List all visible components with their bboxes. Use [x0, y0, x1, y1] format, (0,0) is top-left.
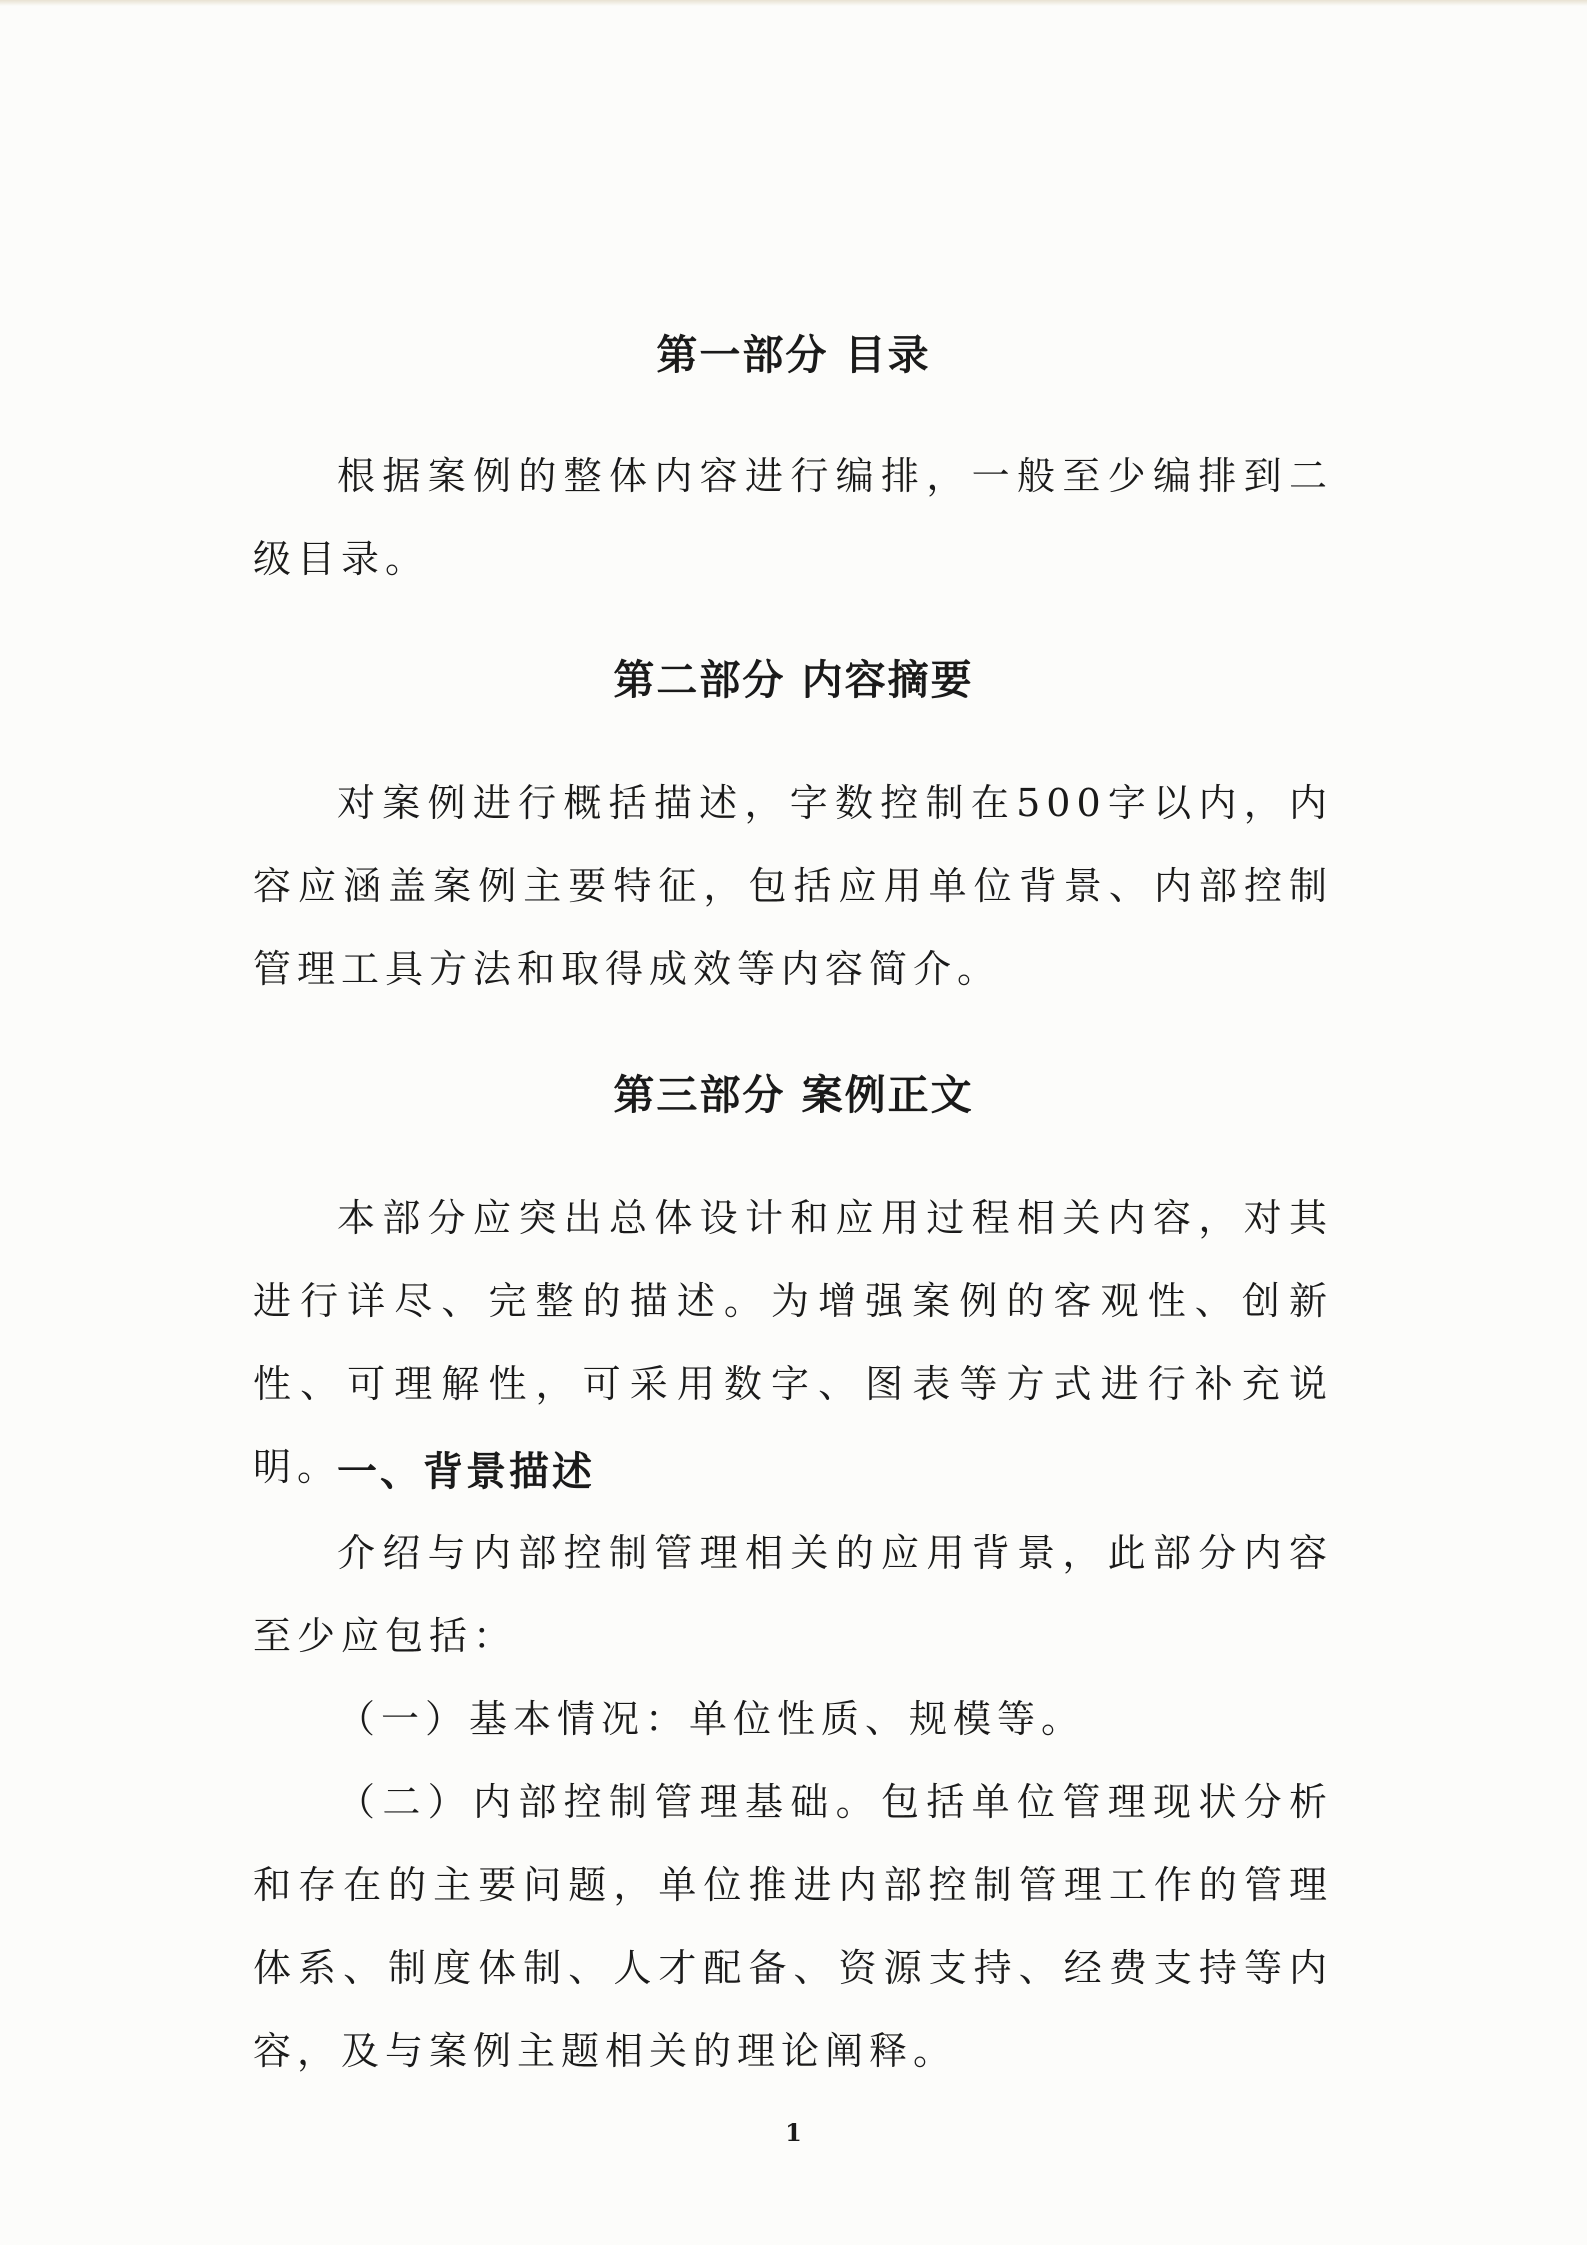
part1-body: 根据案例的整体内容进行编排，一般至少编排到二级目录。 — [253, 454, 1333, 581]
section1-intro: 介绍与内部控制管理相关的应用背景，此部分内容至少应包括： — [253, 1531, 1333, 1658]
section1-heading: 一、背景描述 — [337, 1448, 595, 1495]
part3-heading: 第三部分 案例正文 — [613, 1071, 974, 1119]
scan-edge-shadow — [0, 0, 1587, 6]
section1-item-2: （二）内部控制管理基础。包括单位管理现状分析和存在的主要问题，单位推进内部控制管理工作的管理体系、制度体制、人才配备、资源支持、经费支持等内容，及与案例主题相关的理论阐释。 — [253, 1780, 1333, 2073]
page-number: 1 — [785, 2118, 802, 2147]
section1-item-1: （一）基本情况：单位性质、规模等。 — [337, 1697, 1086, 1741]
part2-body: 对案例进行概括描述，字数控制在500字以内，内容应涵盖案例主要特征，包括应用单位背景、内部控制管理工具方法和取得成效等内容简介。 — [253, 781, 1333, 991]
part1-heading: 第一部分 目录 — [656, 331, 931, 379]
part2-heading: 第二部分 内容摘要 — [613, 656, 974, 704]
part3-body: 本部分应突出总体设计和应用过程相关内容，对其进行详尽、完整的描述。为增强案例的客观性、创新性、可理解性，可采用数字、图表等方式进行补充说明。 — [253, 1196, 1333, 1489]
